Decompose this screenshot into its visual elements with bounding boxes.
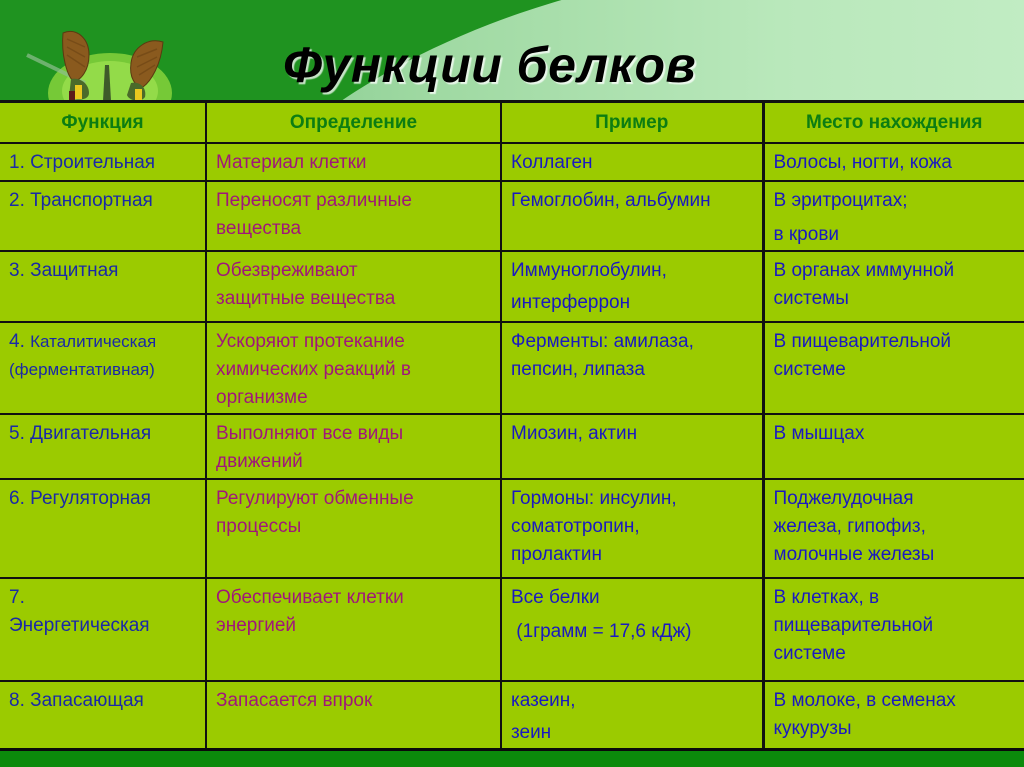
example-text: Миозин, актин — [511, 422, 638, 444]
example-text: казеин, — [511, 689, 576, 711]
definition-cell — [206, 681, 501, 750]
location-cell — [763, 322, 1024, 414]
function-cell — [0, 578, 206, 681]
slide-header — [0, 0, 1024, 101]
definition-cell — [206, 143, 501, 181]
location-cell — [763, 181, 1024, 251]
function-text: 7. — [9, 586, 25, 608]
location-text: системе — [773, 642, 846, 664]
location-text: В органах иммунной — [773, 259, 955, 281]
footer-band — [0, 748, 1024, 767]
example-cell — [501, 143, 763, 181]
table-row — [0, 251, 1024, 322]
location-text: Поджелудочная — [773, 487, 914, 509]
column-header-function: Функция — [0, 102, 206, 143]
table-header-row — [0, 102, 1024, 143]
function-text: (ферментативная) — [9, 359, 155, 379]
column-header-example: Пример — [501, 102, 763, 143]
function-text: Энергетическая — [9, 614, 150, 636]
table-row — [0, 414, 1024, 479]
function-text: Каталитическая — [30, 331, 157, 351]
location-text: железа, гипофиз, — [773, 515, 926, 537]
location-text: В пищеварительной — [773, 330, 952, 352]
definition-cell — [206, 251, 501, 322]
table-row — [0, 322, 1024, 414]
function-cell — [0, 479, 206, 578]
example-text: пепсин, липаза — [511, 358, 645, 380]
function-cell — [0, 251, 206, 322]
example-text: пролактин — [511, 543, 602, 565]
function-cell — [0, 681, 206, 750]
definition-cell — [206, 181, 501, 251]
table-row — [0, 181, 1024, 251]
table-row — [0, 578, 1024, 681]
example-text: интерферрон — [511, 291, 631, 313]
definition-text: Выполняют все виды — [216, 422, 404, 444]
example-cell — [501, 414, 763, 479]
example-cell — [501, 578, 763, 681]
location-text: В эритроцитах; — [773, 189, 908, 211]
definition-text: вещества — [216, 217, 302, 239]
definition-cell — [206, 578, 501, 681]
location-cell — [763, 479, 1024, 578]
butterfly-image — [15, 25, 175, 101]
definition-cell — [206, 479, 501, 578]
location-text: В клетках, в — [773, 586, 880, 608]
example-text: Иммуноглобулин, — [511, 259, 667, 281]
function-cell — [0, 414, 206, 479]
definition-text: Обеспечивает клетки — [216, 586, 404, 608]
function-text: 3. Защитная — [9, 259, 119, 281]
function-text: 5. Двигательная — [9, 422, 152, 444]
location-text: системы — [773, 287, 849, 309]
example-text: Гемоглобин, альбумин — [511, 189, 711, 211]
location-text: Волосы, ногти, кожа — [773, 151, 952, 173]
definition-text: Материал клетки — [216, 151, 367, 173]
column-header-location: Место нахождения — [763, 102, 1024, 143]
slide-title: Функции белков — [283, 37, 697, 93]
definition-text: процессы — [216, 515, 302, 537]
location-cell — [763, 578, 1024, 681]
location-text: В молоке, в семенах — [773, 689, 956, 711]
column-header-definition: Определение — [206, 102, 501, 143]
example-text: Коллаген — [511, 151, 593, 173]
table-row — [0, 681, 1024, 750]
example-cell — [501, 479, 763, 578]
protein-functions-table — [0, 100, 1024, 751]
example-text: (1грамм = 17,6 кДж) — [511, 620, 692, 642]
example-text: соматотропин, — [511, 515, 640, 537]
definition-text: Ускоряют протекание — [216, 330, 405, 352]
function-cell — [0, 143, 206, 181]
location-text: В мышцах — [773, 422, 865, 444]
definition-text: защитные вещества — [216, 287, 396, 309]
example-cell — [501, 181, 763, 251]
definition-cell — [206, 322, 501, 414]
location-text: кукурузы — [773, 717, 852, 739]
location-text: системе — [773, 358, 846, 380]
function-text: 8. Запасающая — [9, 689, 144, 711]
definition-text: энергией — [216, 614, 297, 636]
location-cell — [763, 414, 1024, 479]
function-cell — [0, 322, 206, 414]
location-text: в крови — [773, 223, 840, 245]
location-cell — [763, 143, 1024, 181]
definition-text: организме — [216, 386, 308, 408]
function-text: 2. Транспортная — [9, 189, 153, 211]
location-text: молочные железы — [773, 543, 935, 565]
location-cell — [763, 251, 1024, 322]
definition-text: Запасается впрок — [216, 689, 373, 711]
example-cell — [501, 681, 763, 750]
example-cell — [501, 251, 763, 322]
function-number: 4. — [9, 330, 25, 352]
example-text: Все белки — [511, 586, 600, 608]
table-row — [0, 143, 1024, 181]
function-text: 6. Регуляторная — [9, 487, 151, 509]
definition-cell — [206, 414, 501, 479]
table-row — [0, 479, 1024, 578]
location-cell — [763, 681, 1024, 750]
definition-text: Переносят различные — [216, 189, 412, 211]
definition-text: Регулируют обменные — [216, 487, 414, 509]
definition-text: Обезвреживают — [216, 259, 358, 281]
example-text: зеин — [511, 721, 552, 743]
example-text: Гормоны: инсулин, — [511, 487, 677, 509]
location-text: пищеварительной — [773, 614, 934, 636]
function-cell — [0, 181, 206, 251]
example-cell — [501, 322, 763, 414]
definition-text: химических реакций в — [216, 358, 411, 380]
example-text: Ферменты: амилаза, — [511, 330, 694, 352]
function-text: 1. Строительная — [9, 151, 156, 173]
definition-text: движений — [216, 450, 303, 472]
